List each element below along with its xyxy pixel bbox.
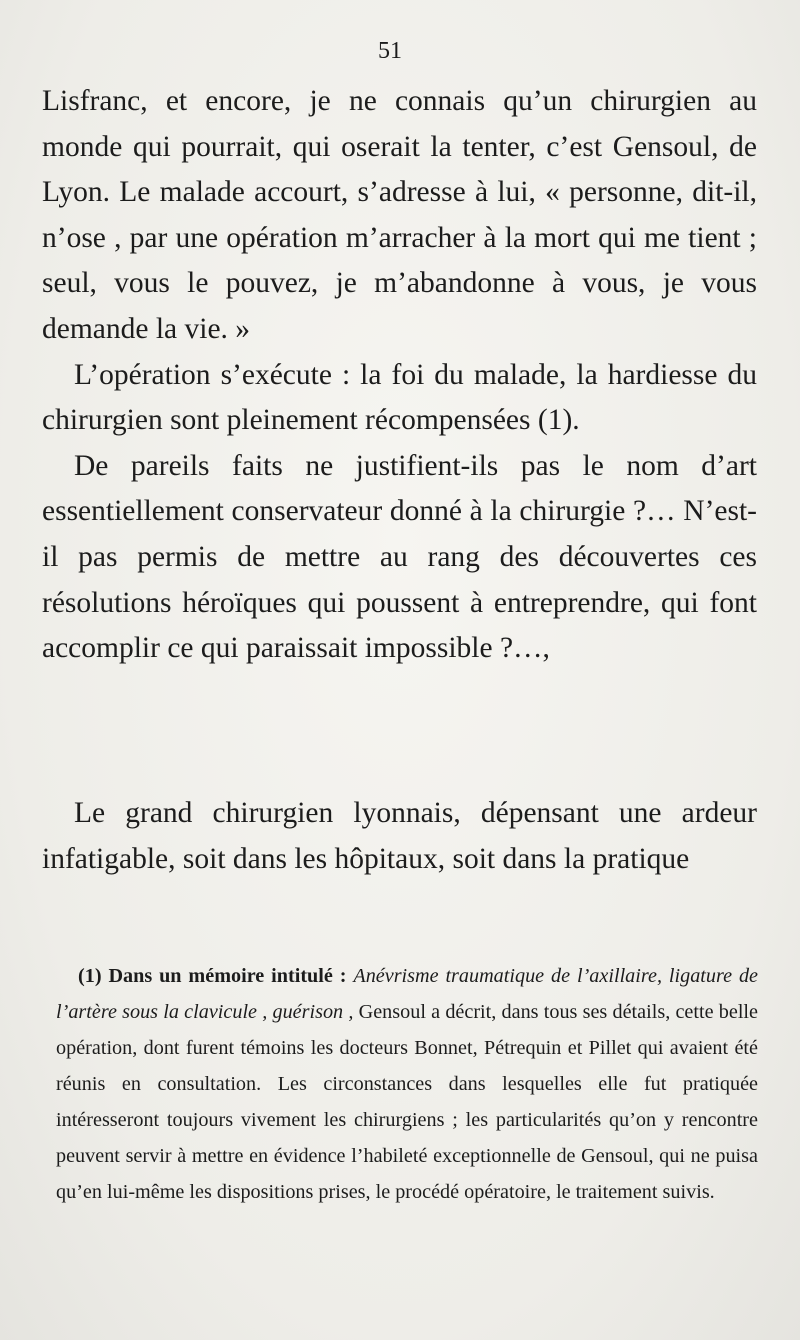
paragraph-great-surgeon: Le grand chirurgien lyonnais, dépensant une ardeur infatigable, soit dans les hôpitaux, soit dans la pratique <box>42 797 757 875</box>
footnote <box>56 958 758 1210</box>
main-text-block <box>42 79 757 672</box>
page-number: 51 <box>378 38 402 64</box>
footnote-lead: Dans un mémoire intitulé : <box>108 965 347 987</box>
paragraph-continuation: Lisfranc, et encore, je ne connais qu’un chirurgien au monde qui pourrait, qui oserait la tenter, c’est Gensoul, de Lyon. Le malade accourt, s’adresse à lui, « personne, dit-il, n’ose , par une opération m’arracher à la mort qui me tient ; seul, vous le pouvez, je m’abandonne à vous, je vous demande la vie. » <box>42 85 757 345</box>
footnote-body: Gensoul a décrit, dans tous ses détails, cette belle opération, dont furent témoins les docteurs Bonnet, Pétrequin et Pillet qui avaient été réunis en consultation. Les circonstances dans lesquelles elle fut pratiquée intéresseront toujours vivement les chirurgiens ; les particularités qu’on y rencontre peuvent servir à mettre en évidence l’habileté exceptionnelle de Gensoul, qui ne puisa qu’en lui-même les dispositions prises, le procédé opératoire, le traitement suivis. <box>56 1001 759 1203</box>
footnote-title: Anévrisme traumatique de l’axillaire, ligature de l’artère sous la clavicule , guérison , <box>56 965 758 1023</box>
footnote-marker: (1) <box>78 965 102 987</box>
paragraph-operation: L’opération s’exécute : la foi du malade, la hardiesse du chirurgien sont pleinement récompensées (1). <box>42 358 757 437</box>
section-text-block <box>42 791 757 882</box>
paragraph-conservative-art: De pareils faits ne justifient-ils pas le nom d’art essentiellement conservateur donné à la chirurgie ?… N’est-il pas permis de mettre au rang des découvertes ces résolutions héroïques qui poussent à entreprendre, qui font accomplir ce qui paraissait impossible ?…, <box>42 449 757 665</box>
